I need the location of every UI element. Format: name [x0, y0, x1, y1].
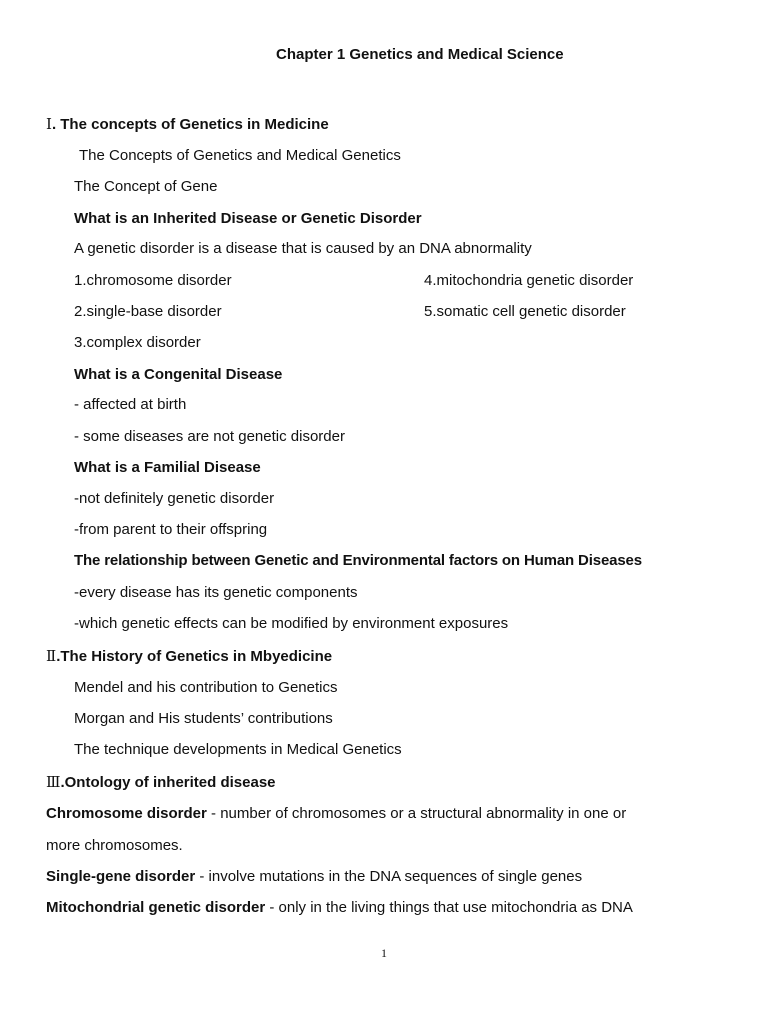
- section-3-numeral: Ⅲ: [46, 773, 61, 791]
- history-item: The technique developments in Medical Genetics: [74, 741, 402, 758]
- chromosome-disorder-term: Chromosome disorder: [46, 805, 207, 822]
- familial-point: -from parent to their offspring: [74, 521, 268, 538]
- concepts-item: The Concepts of Genetics and Medical Genetics: [79, 147, 401, 164]
- section-3-heading: [46, 772, 276, 793]
- single-gene-disorder-desc: - involve mutations in the DNA sequences of single genes: [195, 868, 583, 885]
- disorder-item: 5.somatic cell genetic disorder: [424, 303, 626, 320]
- section-2-heading: [46, 646, 332, 667]
- familial-disease-heading: What is a Familial Disease: [74, 459, 261, 476]
- mitochondrial-disorder-desc: - only in the living things that use mitochondria as DNA: [265, 899, 633, 916]
- disorder-item: 4.mitochondria genetic disorder: [424, 272, 634, 289]
- section-1-numeral: Ⅰ: [46, 115, 52, 133]
- congenital-point: - affected at birth: [74, 396, 187, 413]
- chromosome-disorder-desc: - number of chromosomes or a structural abnormality in one or: [206, 805, 627, 822]
- disorder-item: 2.single-base disorder: [74, 303, 222, 320]
- disorder-item: 3.complex disorder: [74, 334, 201, 351]
- disorder-item: 1.chromosome disorder: [74, 272, 232, 289]
- gene-concept-item: The Concept of Gene: [74, 178, 218, 195]
- single-gene-disorder-definition: [46, 867, 582, 887]
- relationship-point: -every disease has its genetic components: [74, 584, 358, 601]
- section-3-heading-text: .Ontology of inherited disease: [60, 774, 276, 791]
- inherited-disease-heading: What is an Inherited Disease or Genetic Disorder: [74, 210, 422, 227]
- relationship-point: -which genetic effects can be modified by environment exposures: [74, 615, 509, 632]
- familial-point: -not definitely genetic disorder: [74, 490, 275, 507]
- congenital-point: - some diseases are not genetic disorder: [74, 428, 345, 445]
- history-item: Mendel and his contribution to Genetics: [74, 679, 338, 696]
- page-number: 1: [381, 946, 387, 960]
- section-2-numeral: Ⅱ: [46, 647, 57, 665]
- mitochondrial-disorder-term: Mitochondrial genetic disorder: [46, 899, 266, 916]
- chromosome-disorder-desc-cont: more chromosomes.: [46, 837, 183, 854]
- chapter-title: Chapter 1 Genetics and Medical Science: [276, 46, 564, 63]
- congenital-disease-heading: What is a Congenital Disease: [74, 366, 283, 383]
- single-gene-disorder-term: Single-gene disorder: [46, 868, 196, 885]
- section-1-heading: [46, 114, 329, 135]
- mitochondrial-disorder-definition: [46, 898, 633, 918]
- history-item: Morgan and His students’ contributions: [74, 710, 333, 727]
- section-1-heading-text: . The concepts of Genetics in Medicine: [51, 116, 329, 133]
- relationship-heading: The relationship between Genetic and Environmental factors on Human Diseases: [74, 552, 642, 569]
- chromosome-disorder-definition: [46, 804, 626, 824]
- section-2-heading-text: .The History of Genetics in Mbyedicine: [56, 648, 333, 665]
- inherited-disease-definition: A genetic disorder is a disease that is caused by an DNA abnormality: [74, 240, 532, 257]
